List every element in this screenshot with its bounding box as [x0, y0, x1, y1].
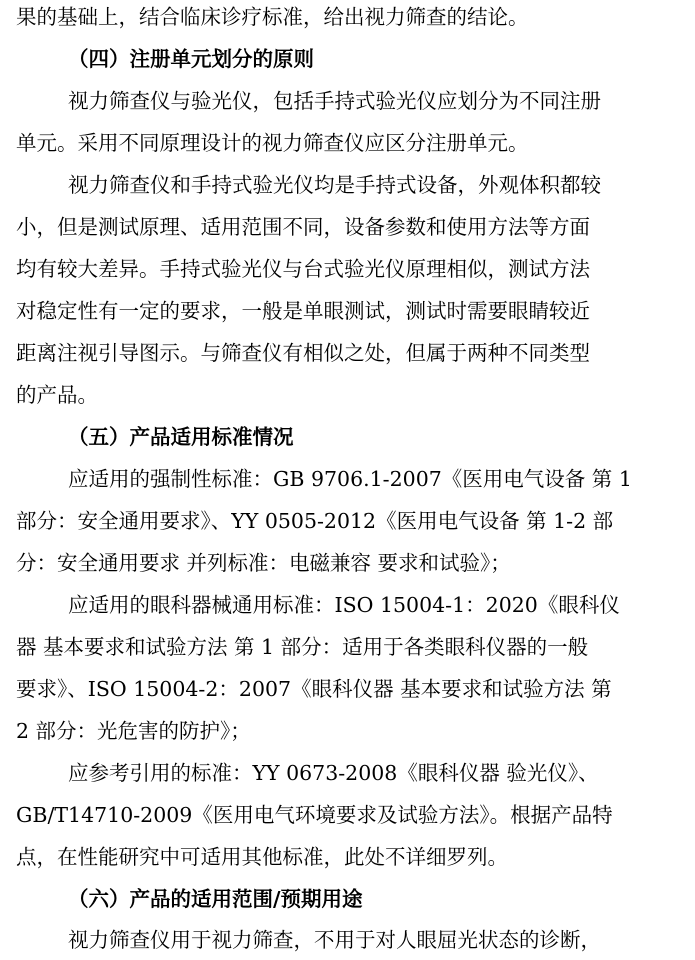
- body-text-line: 视力筛查仪用于视力筛查，不用于对人眼屈光状态的诊断，: [68, 928, 601, 952]
- body-text-line: 点，在性能研究中可适用其他标准，此处不详细罗列。: [16, 845, 508, 869]
- body-text-line: 果的基础上，结合临床诊疗标准，给出视力筛查的结论。: [16, 5, 529, 29]
- body-text-line: 分：安全通用要求 并列标准：电磁兼容 要求和试验》；: [16, 551, 511, 575]
- body-text-line: 单元。采用不同原理设计的视力筛查仪应区分注册单元。: [16, 131, 529, 155]
- body-text-line: 的产品。: [16, 383, 98, 407]
- body-text-line: 距离注视引导图示。与筛查仪有相似之处，但属于两种不同类型: [16, 341, 590, 365]
- body-text-line: 应适用的眼科器械通用标准：ISO 15004-1：2020《眼科仪: [68, 593, 620, 617]
- body-text-line: 对稳定性有一定的要求，一般是单眼测试，测试时需要眼睛较近: [16, 299, 590, 323]
- body-text-line: 部分：安全通用要求》、YY 0505-2012《医用电气设备 第 1-2 部: [16, 509, 614, 533]
- body-text-line: GB/T14710-2009《医用电气环境要求及试验方法》。根据产品特: [16, 803, 613, 827]
- section-heading-5: （五）产品适用标准情况: [68, 425, 294, 449]
- body-text-line: 应参考引用的标准：YY 0673-2008《眼科仪器 验光仪》、: [68, 761, 599, 785]
- section-heading-4: （四）注册单元划分的原则: [68, 47, 314, 71]
- body-text-line: 应适用的强制性标准：GB 9706.1-2007《医用电气设备 第 1: [68, 467, 632, 491]
- body-text-line: 均有较大差异。手持式验光仪与台式验光仪原理相似，测试方法: [16, 257, 590, 281]
- section-heading-6: （六）产品的适用范围/预期用途: [68, 887, 363, 911]
- body-text-line: 器 基本要求和试验方法 第 1 部分：适用于各类眼科仪器的一般: [16, 635, 589, 659]
- body-text-line: 小，但是测试原理、适用范围不同，设备参数和使用方法等方面: [16, 215, 590, 239]
- body-text-line: 要求》、ISO 15004-2：2007《眼科仪器 基本要求和试验方法 第: [16, 677, 612, 701]
- body-text-line: 2 部分：光危害的防护》；: [16, 719, 251, 743]
- body-text-line: 视力筛查仪与验光仪，包括手持式验光仪应划分为不同注册: [68, 89, 601, 113]
- body-text-line: 视力筛查仪和手持式验光仪均是手持式设备，外观体积都较: [68, 173, 601, 197]
